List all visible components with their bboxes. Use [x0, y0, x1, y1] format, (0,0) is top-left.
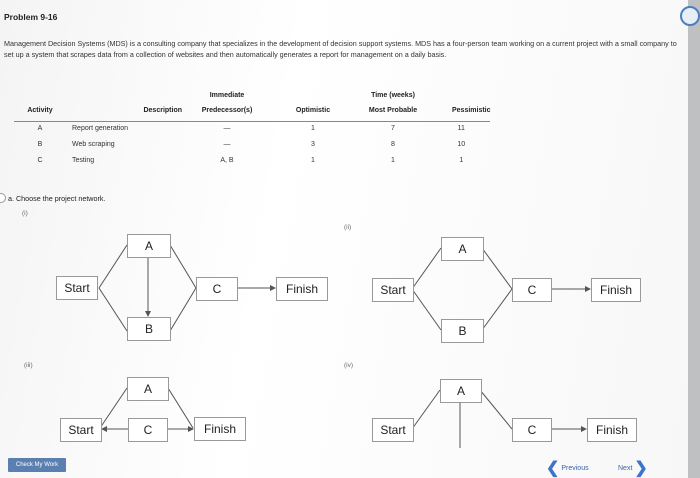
cell-description: Report generation — [72, 124, 129, 132]
edge-i-a-c — [170, 245, 196, 288]
edge-ii-a-c — [482, 248, 512, 289]
network-iv-node-c: C — [512, 418, 552, 442]
network-iii-node-c: C — [128, 418, 168, 442]
cell-pessimistic: 1 — [459, 156, 464, 164]
cell-activity: B — [37, 140, 43, 148]
cell-most-probable: 1 — [391, 156, 395, 164]
cell-predecessors: A, B — [220, 156, 234, 164]
edge-i-start-a — [99, 245, 127, 288]
problem-title: Problem 9-16 — [4, 12, 58, 22]
cell-description: Testing — [72, 156, 95, 164]
cell-predecessors: — — [223, 124, 231, 132]
cell-most-probable: 8 — [391, 140, 395, 148]
cell-optimistic: 1 — [311, 156, 315, 164]
edge-ii-start-a — [412, 248, 441, 289]
chevron-left-icon: ❮ — [546, 460, 560, 477]
cell-predecessors: — — [223, 140, 231, 148]
network-iii-node-a: A — [127, 377, 169, 401]
header-pessimistic: Pessimistic — [452, 107, 491, 114]
cell-pessimistic: 11 — [457, 124, 465, 132]
network-i-node-a: A — [127, 234, 171, 258]
cell-optimistic: 1 — [311, 124, 315, 132]
network-i-node-finish: Finish — [276, 277, 328, 301]
edge-iii-start-a — [100, 388, 127, 428]
edge-ii-start-b — [412, 289, 441, 330]
cell-most-probable: 7 — [391, 124, 395, 132]
edge-i-start-b — [99, 288, 127, 331]
cell-activity: C — [37, 156, 43, 164]
edge-iv-a-c — [480, 390, 512, 429]
option-label-iv[interactable]: (iv) — [344, 362, 354, 369]
edge-i-b-c — [170, 288, 196, 331]
network-ii-node-b: B — [441, 319, 484, 343]
option-label-iii[interactable]: (iii) — [24, 362, 33, 369]
network-ii-node-c: C — [512, 278, 552, 302]
network-iv-node-a: A — [440, 379, 482, 403]
network-i-node-b: B — [127, 317, 171, 341]
next-label: Next — [618, 464, 633, 472]
header-optimistic: Optimistic — [295, 107, 331, 114]
network-iv-node-finish: Finish — [587, 418, 637, 442]
header-predecessor-s: Predecessor(s) — [201, 107, 253, 114]
problem-description: Management Decision Systems (MDS) is a consulting company that specializes in the development of decision support systems. MDS has a four-person team working on a current project with a small company to set up a system that scrapes data from a collection of websites and then automatically generates a report for management on a daily basis. — [4, 39, 677, 59]
network-ii-node-start: Start — [372, 278, 414, 302]
header-immediate: Immediate — [209, 92, 245, 99]
header-time-weeks: Time (weeks) — [371, 92, 415, 99]
header-description: Description — [143, 107, 182, 114]
edge-iii-a-finish — [168, 388, 193, 428]
chevron-right-icon: ❯ — [634, 460, 648, 477]
edge-iv-start-a — [412, 390, 440, 429]
network-iv-node-start: Start — [372, 418, 414, 442]
next-button[interactable] — [618, 458, 648, 478]
edge-ii-b-c — [482, 289, 512, 330]
previous-button[interactable] — [546, 458, 589, 478]
header-activity: Activity — [27, 107, 53, 114]
check-my-work-button[interactable]: Check My Work — [8, 458, 66, 472]
network-i-node-c: C — [196, 277, 238, 301]
cell-description: Web scraping — [72, 140, 115, 148]
network-ii-node-finish: Finish — [591, 278, 641, 302]
cell-pessimistic: 10 — [457, 140, 466, 148]
cell-optimistic: 3 — [311, 140, 315, 148]
network-iii-node-start: Start — [60, 418, 102, 442]
question-prompt: a. Choose the project network. — [8, 194, 106, 203]
header-most-probable-label: Most Probable — [368, 107, 418, 114]
network-i-node-start: Start — [56, 276, 98, 300]
network-ii-node-a: A — [441, 237, 484, 261]
option-label-ii[interactable]: (ii) — [344, 224, 352, 231]
cell-activity: A — [37, 124, 43, 132]
network-iii-node-finish: Finish — [194, 417, 246, 441]
option-label-i[interactable]: (i) — [22, 210, 28, 217]
previous-label: Previous — [561, 464, 589, 472]
